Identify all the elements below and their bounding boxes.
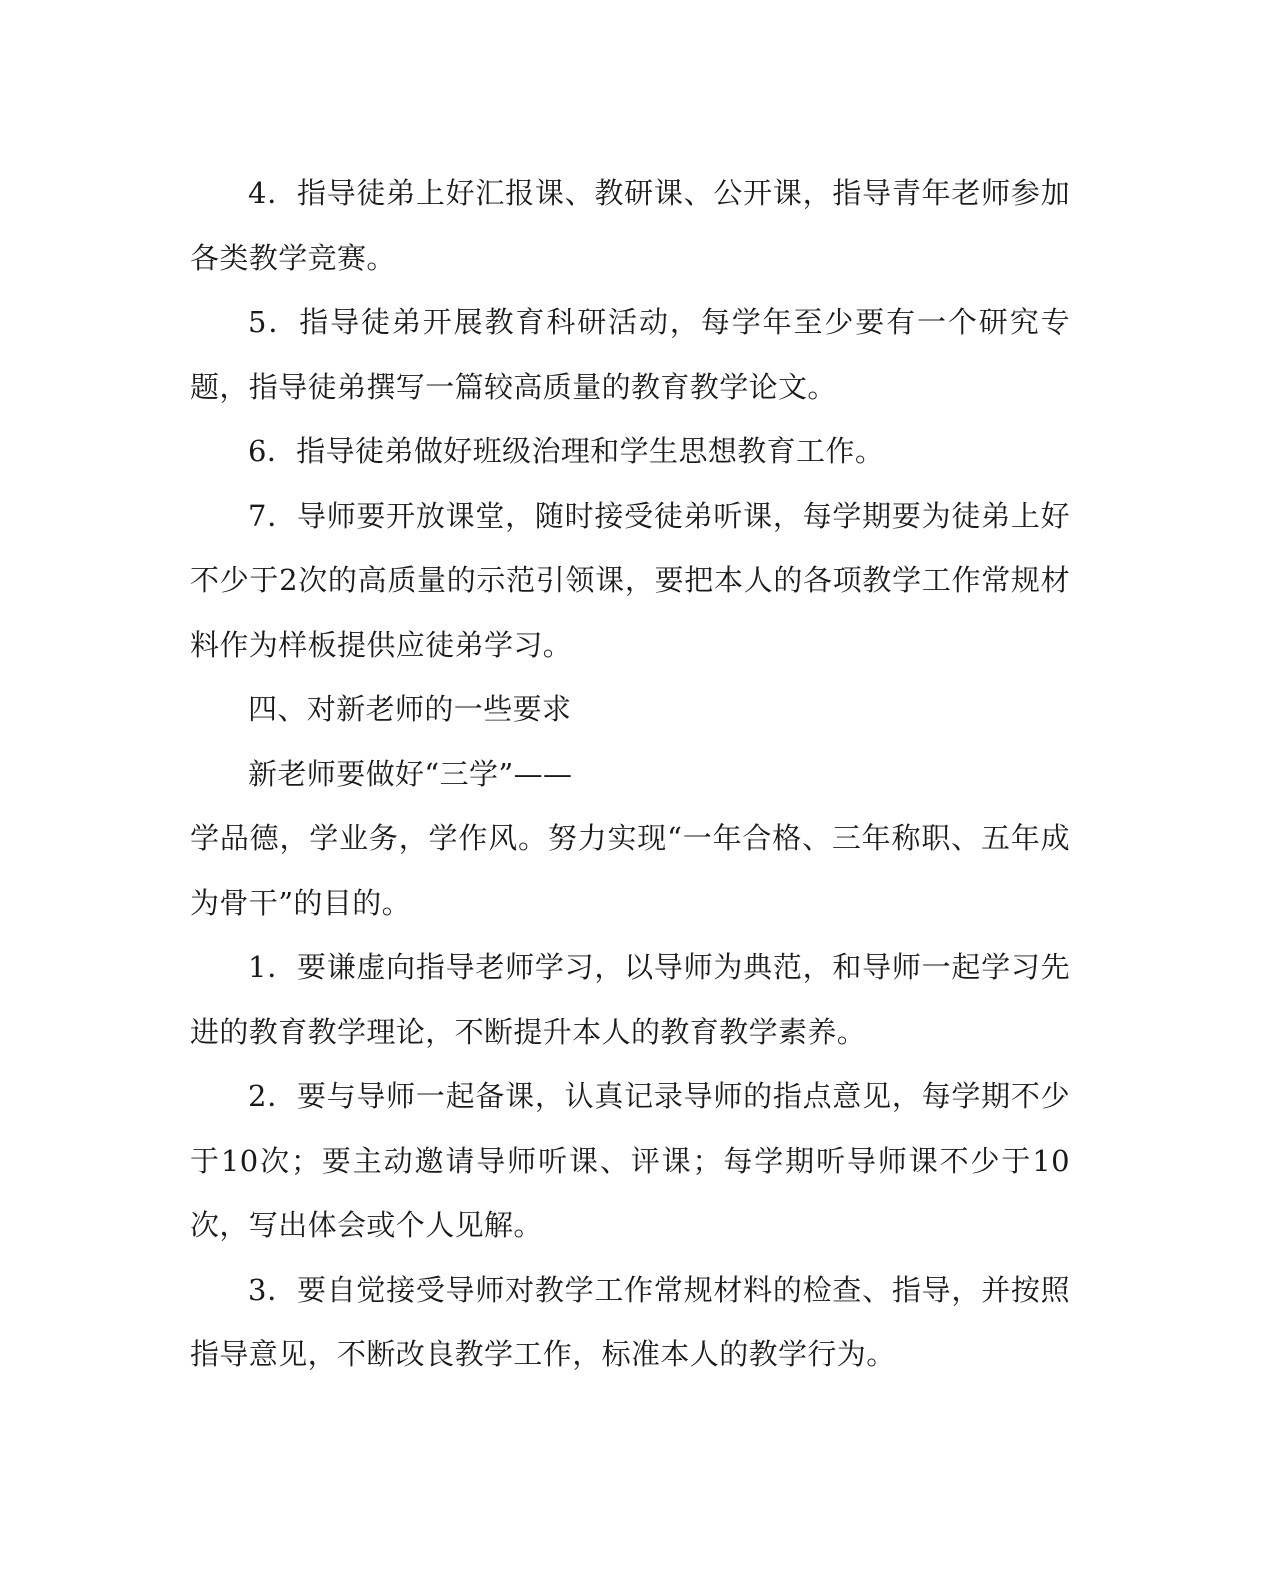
- paragraph-item-4: 4．指导徒弟上好汇报课、教研课、公开课，指导青年老师参加各类教学竞赛。: [190, 176, 1070, 275]
- paragraph-item-6: 6．指导徒弟做好班级治理和学生思想教育工作。: [248, 434, 885, 468]
- paragraph-san-xue-intro: 新老师要做好“三学”——: [248, 756, 573, 791]
- paragraph-item-5: 5．指导徒弟开展教育科研活动，每学年至少要有一个研究专题，指导徒弟撰写一篇较高质量的教育教学论文。: [190, 305, 1070, 404]
- paragraph-san-xue-detail: 学品德，学业务，学作风。努力实现“一年合格、三年称职、五年成为骨干”的目的。: [190, 821, 1070, 920]
- section-heading-4: 四、对新老师的一些要求: [248, 692, 572, 726]
- paragraph-requirement-1: 1．要谦虚向指导老师学习，以导师为典范，和导师一起学习先进的教育教学理论，不断提升本人的教育教学素养。: [190, 950, 1070, 1049]
- document-body: [190, 161, 1070, 1387]
- paragraph-item-7: 7．导师要开放课堂，随时接受徒弟听课，每学期要为徒弟上好不少于2次的高质量的示范引领课，要把本人的各项教学工作常规材料作为样板提供应徒弟学习。: [190, 498, 1070, 662]
- paragraph-requirement-2: 2．要与导师一起备课，认真记录导师的指点意见，每学期不少于10次；要主动邀请导师听课、评课；每学期听导师课不少于10次，写出体会或个人见解。: [190, 1079, 1070, 1242]
- paragraph-requirement-3: 3．要自觉接受导师对教学工作常规材料的检查、指导，并按照指导意见，不断改良教学工作，标准本人的教学行为。: [190, 1272, 1070, 1371]
